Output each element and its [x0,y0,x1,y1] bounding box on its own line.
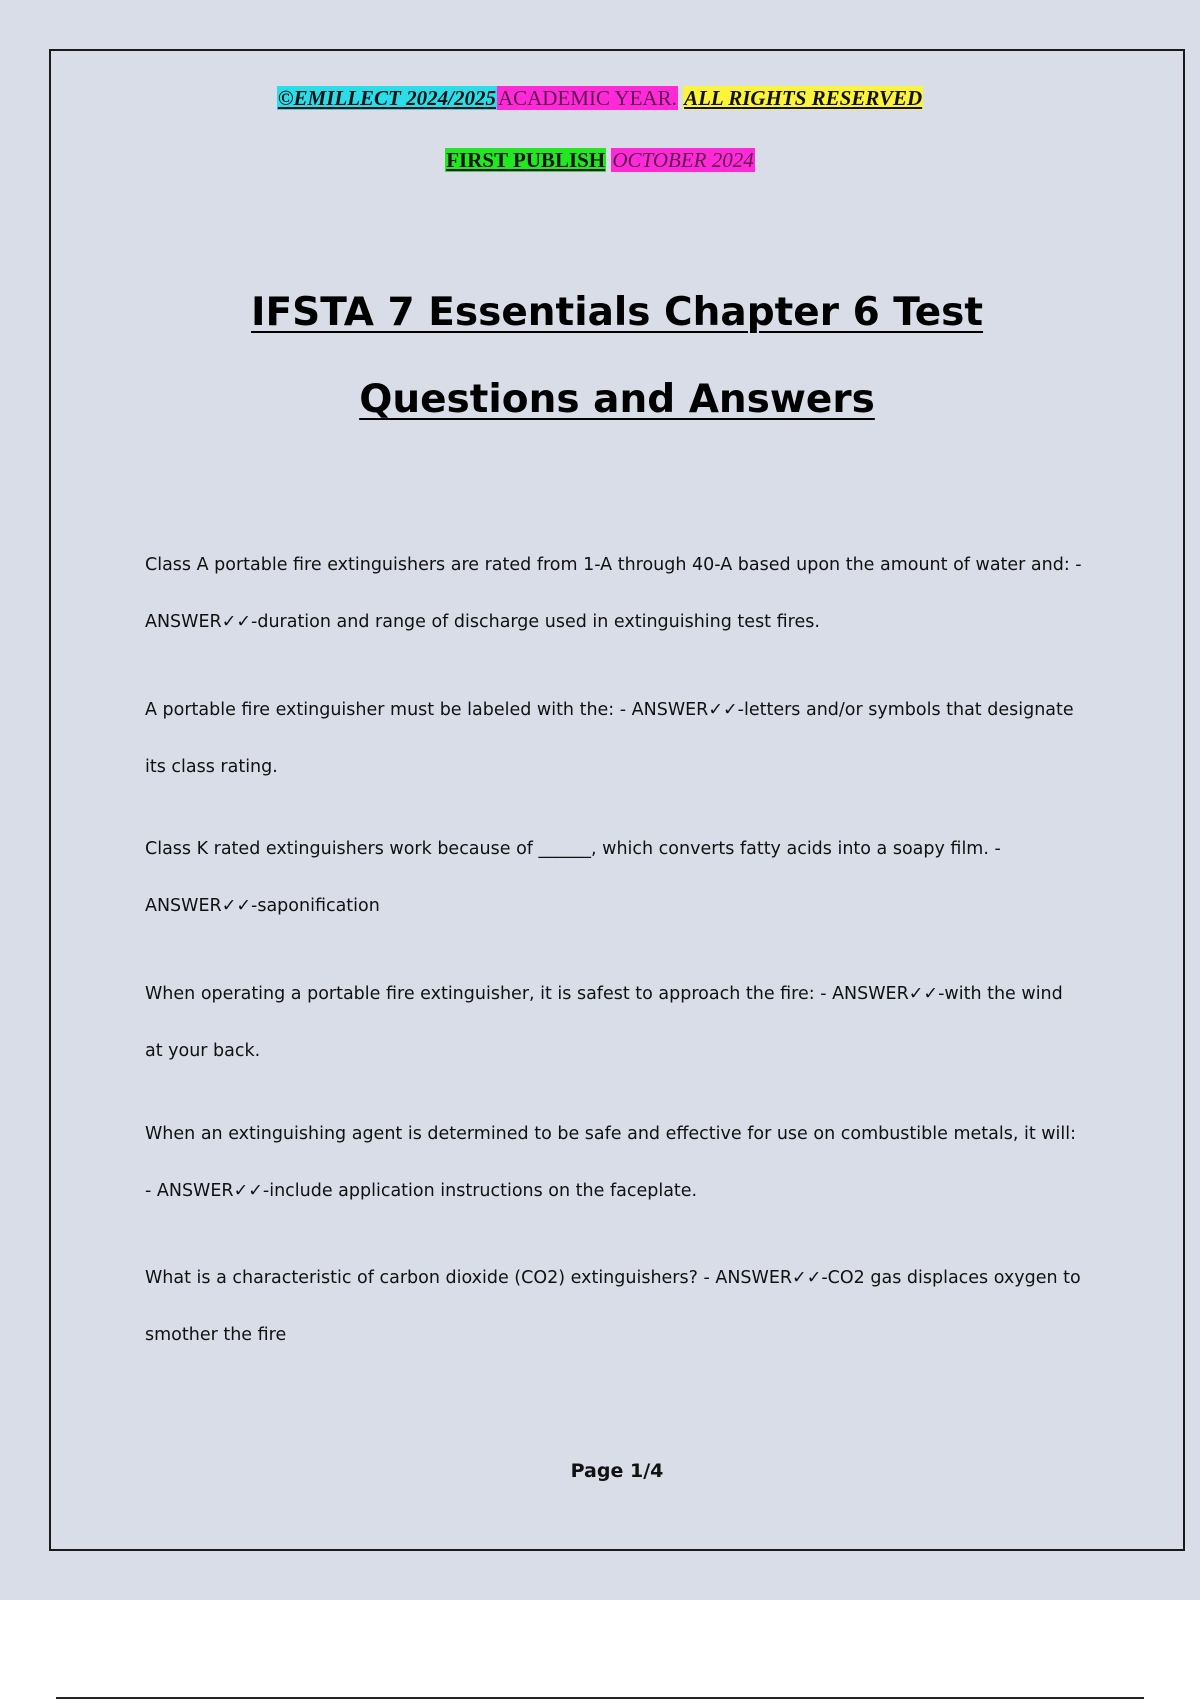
copyright-banner [0,85,1200,111]
publish-date-highlight: OCTOBER 2024 [612,148,754,172]
qa-item: Class A portable fire extinguishers are rated from 1-A through 40-A based upon the amount of water and: - ANSWER✓✓-duration and range of discharge used in extinguishing test fires. [145,555,1082,632]
page-number: Page 1/4 [570,1460,664,1482]
qa-item: Class K rated extinguishers work because of ______, which converts fatty acids into a soapy film. - ANSWER✓✓-saponification [145,839,1001,916]
document-title-line-2 [0,377,1200,422]
qa-item: A portable fire extinguisher must be labeled with the: - ANSWER✓✓-letters and/or symbols that designate its class rating. [145,700,1074,777]
first-publish-highlight: FIRST PUBLISH [446,148,606,172]
qa-item: When operating a portable fire extinguisher, it is safest to approach the fire: - ANSWER✓✓-with the wind at your back. [145,984,1063,1061]
rights-highlight: ALL RIGHTS RESERVED [684,86,923,110]
next-page-top-rule [56,1697,1144,1699]
title-line-1-text: IFSTA 7 Essentials Chapter 6 Test [250,290,984,335]
title-line-2-text: Questions and Answers [359,377,875,422]
academic-year-highlight: ACADEMIC YEAR. [497,86,677,110]
publish-banner [0,147,1200,173]
qa-item: What is a characteristic of carbon dioxide (CO2) extinguishers? - ANSWER✓✓-CO2 gas displaces oxygen to smother the fire [145,1268,1081,1345]
copyright-highlight: ©EMILLECT 2024/2025 [277,86,496,110]
qa-item: When an extinguishing agent is determined to be safe and effective for use on combustible metals, it will: - ANSWER✓✓-include application instructions on the faceplate. [145,1124,1077,1201]
document-title-line-1 [0,290,1200,335]
